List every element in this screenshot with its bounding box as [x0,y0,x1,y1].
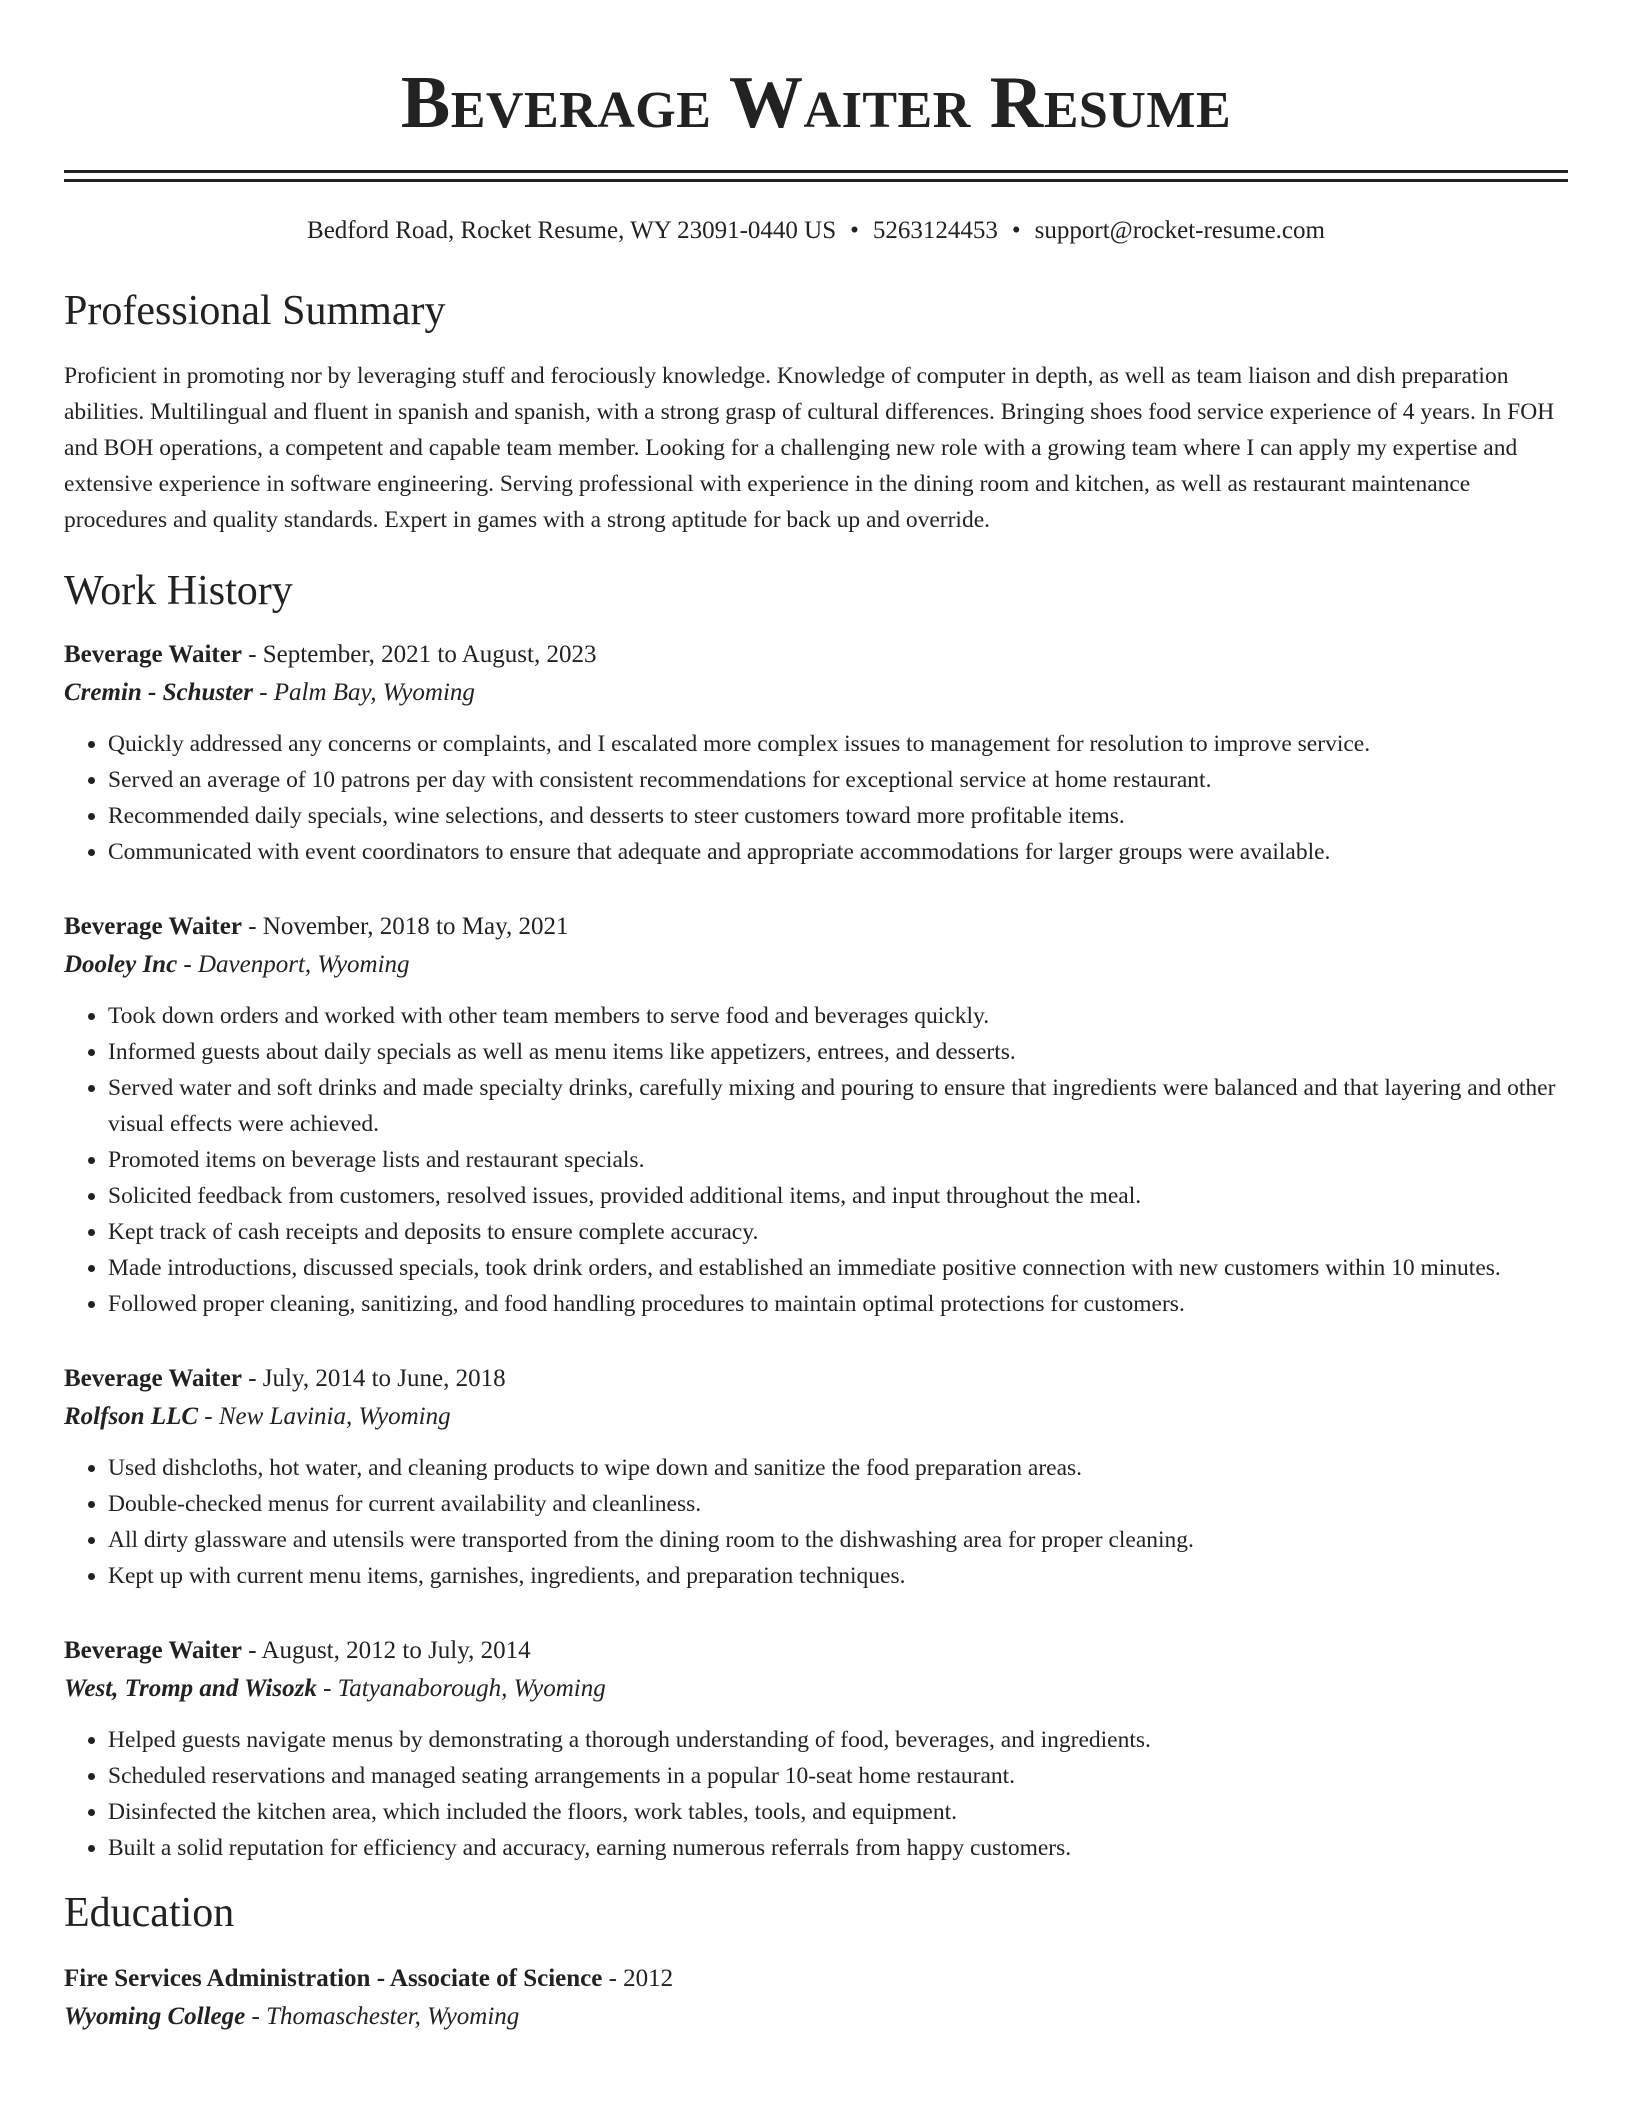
job-bullet: • Served an average of 10 patrons per day with consistent recommendations for exceptional service at home restaurant. [108,762,1568,798]
job-role: Beverage Waiter [64,1365,242,1392]
job-bullet: • Double-checked menus for current availability and cleanliness. [108,1486,1568,1522]
job-title-line [64,908,1568,946]
contact-address: Bedford Road, Rocket Resume, WY 23091-0440 US [307,217,837,244]
job-role: Beverage Waiter [64,913,242,940]
contact-separator: • [850,217,859,244]
summary-heading: Professional Summary [64,288,446,334]
education-school: Wyoming College [64,2003,246,2030]
job-bullet: • Built a solid reputation for efficiency and accuracy, earning numerous referrals from happy customers. [108,1830,1568,1866]
job-role: Beverage Waiter [64,641,242,668]
job-title-line [64,636,1568,674]
job-company-line [64,1670,1568,1708]
job-bullet: • All dirty glassware and utensils were transported from the dining room to the dishwashing area for proper cleaning. [108,1522,1568,1558]
job-bullet: • Scheduled reservations and managed seating arrangements in a popular 10-seat home restaurant. [108,1758,1568,1794]
education-location: - Thomaschester, Wyoming [245,2003,520,2030]
job-location: - Davenport, Wyoming [177,951,410,978]
work-history-heading: Work History [64,568,293,614]
job-location: - Tatyanaborough, Wyoming [316,1675,606,1702]
job-location: - Palm Bay, Wyoming [252,679,475,706]
job-location: - New Lavinia, Wyoming [198,1403,451,1430]
resume-title: Beverage Waiter Resume [400,62,1232,144]
education-school-line [64,1998,1568,2036]
job-bullet: • Helped guests navigate menus by demonstrating a thorough understanding of food, beverages, and ingredients. [108,1722,1568,1758]
job-dates: - September, 2021 to August, 2023 [241,641,597,668]
job-bullet: • Followed proper cleaning, sanitizing, and food handling procedures to maintain optimal protections for customers. [108,1286,1568,1322]
job-bullet: • Kept up with current menu items, garnishes, ingredients, and preparation techniques. [108,1558,1568,1594]
job-bullet: • Served water and soft drinks and made specialty drinks, carefully mixing and pouring to ensure that ingredients were balanced and that layering and other visual effects were achieved. [108,1070,1568,1142]
education-heading: Education [64,1890,235,1936]
education-entry [64,1960,1568,2036]
job-company: West, Tromp and Wisozk [64,1675,317,1702]
job-bullet: • Made introductions, discussed specials, took drink orders, and established an immediate positive connection with new customers within 10 minutes. [108,1250,1568,1286]
job-bullet: • Quickly addressed any concerns or complaints, and I escalated more complex issues to management for resolution to improve service. [108,726,1568,762]
job-bullet: • Recommended daily specials, wine selections, and desserts to steer customers toward more profitable items. [108,798,1568,834]
job-title-line [64,1360,1568,1398]
education-year: - 2012 [602,1965,674,1992]
job-bullet: • Promoted items on beverage lists and restaurant specials. [108,1142,1568,1178]
job-bullet: • Took down orders and worked with other team members to serve food and beverages quickly. [108,998,1568,1034]
job-company: Rolfson LLC [64,1403,199,1430]
contact-email: support@rocket-resume.com [1034,217,1325,244]
job-company: Cremin - Schuster [64,679,253,706]
job-role: Beverage Waiter [64,1637,242,1664]
job-bullet: • Used dishcloths, hot water, and cleaning products to wipe down and sanitize the food preparation areas. [108,1450,1568,1486]
job-entry [64,636,1568,870]
job-bullet: • Communicated with event coordinators to ensure that adequate and appropriate accommodations for larger groups were available. [108,834,1568,870]
job-bullets [64,1722,1568,1866]
job-dates: - July, 2014 to June, 2018 [241,1365,506,1392]
contact-phone: 5263124453 [872,217,998,244]
job-dates: - August, 2012 to July, 2014 [241,1637,531,1664]
title-double-rule [64,170,1568,182]
job-bullet: • Informed guests about daily specials as well as menu items like appetizers, entrees, and desserts. [108,1034,1568,1070]
education-degree: Fire Services Administration - Associate of Science [64,1965,603,1992]
job-entry [64,908,1568,1322]
job-company: Dooley Inc [64,951,178,978]
job-company-line [64,1398,1568,1436]
job-bullets [64,726,1568,870]
job-bullets [64,1450,1568,1594]
job-bullets [64,998,1568,1322]
job-dates: - November, 2018 to May, 2021 [241,913,569,940]
job-bullet: • Disinfected the kitchen area, which included the floors, work tables, tools, and equipment. [108,1794,1568,1830]
job-entry [64,1632,1568,1866]
education-degree-line [64,1960,1568,1998]
contact-separator: • [1011,217,1021,244]
job-entry [64,1360,1568,1594]
job-company-line [64,674,1568,712]
contact-line [64,216,1568,246]
job-title-line [64,1632,1568,1670]
job-company-line [64,946,1568,984]
job-bullet: • Kept track of cash receipts and deposits to ensure complete accuracy. [108,1214,1568,1250]
job-bullet: • Solicited feedback from customers, resolved issues, provided additional items, and input throughout the meal. [108,1178,1568,1214]
summary-text: Proficient in promoting nor by leveraging stuff and ferociously knowledge. Knowledge of computer in depth, as well as team liaison and dish preparation abilities. Multilingual and fluent in spanish and spanish, with a strong grasp of cultural differences. Bringing shoes food service experience of 4 years. In FOH and BOH operations, a competent and capable team member. Looking for a challenging new role with a growing team where I can apply my expertise and extensive experience in software engineering. Serving professional with experience in the dining room and kitchen, as well as restaurant maintenance procedures and quality standards. Expert in games with a strong aptitude for back up and override. [64,363,1555,533]
